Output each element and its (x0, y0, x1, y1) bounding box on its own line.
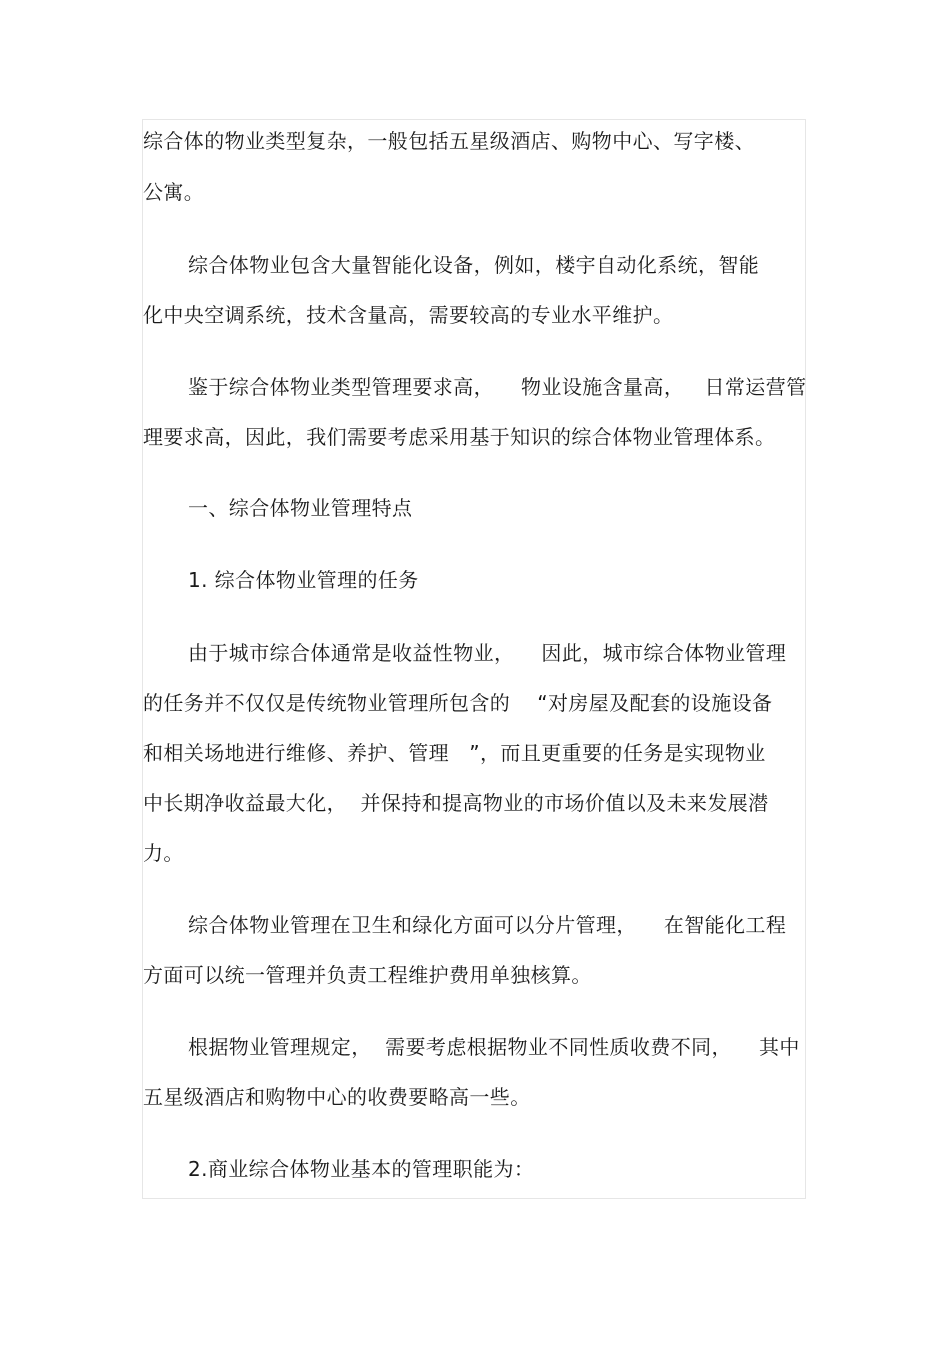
paragraph-6-line-2: 的任务并不仅仅是传统物业管理所包含的 “对房屋及配套的设施设备 (143, 691, 773, 715)
paragraph-2-line-1: 综合体物业包含大量智能化设备，例如，楼宇自动化系统，智能 (188, 253, 760, 277)
paragraph-8-line-2: 五星级酒店和购物中心的收费要略高一些。 (143, 1085, 531, 1109)
subsection-heading-1: 1. 综合体物业管理的任务 (188, 568, 419, 592)
paragraph-8-line-1: 根据物业管理规定， 需要考虑根据物业不同性质收费不同， 其中 (188, 1035, 800, 1059)
paragraph-6-line-4: 中长期净收益最大化， 并保持和提高物业的市场价值以及未来发展潜 (143, 791, 769, 815)
paragraph-6-line-1: 由于城市综合体通常是收益性物业， 因此，城市综合体物业管理 (188, 641, 787, 665)
section-heading: 一、综合体物业管理特点 (188, 496, 413, 520)
paragraph-6-line-3: 和相关场地进行维修、养护、管理 ”，而且更重要的任务是实现物业 (143, 741, 766, 765)
paragraph-7-line-1: 综合体物业管理在卫生和绿化方面可以分片管理， 在智能化工程 (188, 913, 787, 937)
paragraph-3-line-1: 鉴于综合体物业类型管理要求高， 物业设施含量高， 日常运营管 (188, 375, 807, 399)
paragraph-1-line-1: 综合体的物业类型复杂，一般包括五星级酒店、购物中心、写字楼、 (143, 129, 755, 153)
paragraph-1-line-2: 公寓。 (143, 180, 205, 204)
paragraph-2-line-2: 化中央空调系统，技术含量高，需要较高的专业水平维护。 (143, 303, 674, 327)
paragraph-3-line-2: 理要求高，因此，我们需要考虑采用基于知识的综合体物业管理体系。 (143, 425, 776, 449)
paragraph-6-line-5: 力。 (143, 841, 184, 865)
subsection-heading-2: 2.商业综合体物业基本的管理职能为： (188, 1157, 535, 1181)
paragraph-7-line-2: 方面可以统一管理并负责工程维护费用单独核算。 (143, 963, 592, 987)
